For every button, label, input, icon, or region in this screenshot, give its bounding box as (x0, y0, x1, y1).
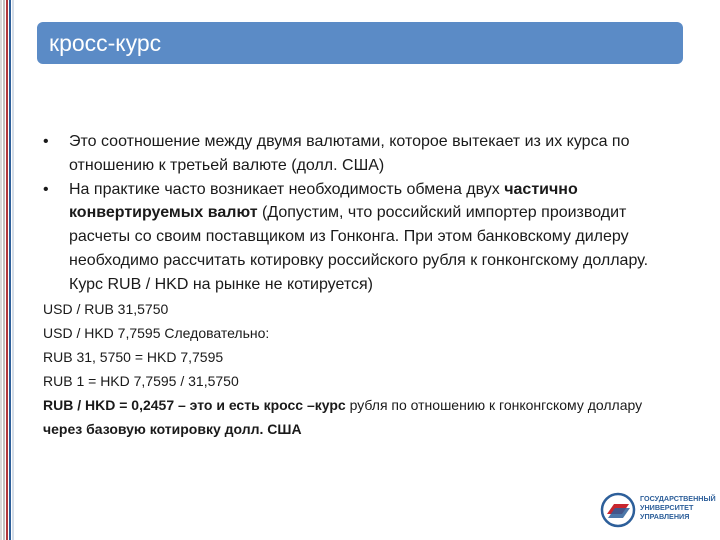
bullet-text-part: На практике часто возникает необходимость обмена двух (69, 180, 505, 198)
logo-text-line: УНИВЕРСИТЕТ (640, 503, 694, 512)
logo-text-line: ГОСУДАРСТВЕННЫЙ (640, 494, 716, 503)
conclusion-text (43, 393, 683, 441)
calc-line: USD / RUB 31,5750 (43, 300, 169, 317)
title-bar (37, 22, 683, 64)
bullet-item (43, 178, 683, 297)
bullet-text: Это соотношение между двумя валютами, которое вытекает из их курса по отношению к третьей валюте (долл. США) (69, 133, 630, 174)
logo-text-line: УПРАВЛЕНИЯ (640, 512, 690, 521)
conclusion-plain: рубля по отношению к гонконгскому доллару (345, 396, 643, 413)
logo-emblem-icon (600, 492, 636, 528)
university-logo (600, 488, 716, 528)
left-decor-stripe-blue (9, 0, 11, 540)
slide-title: кросс-курс (49, 30, 162, 56)
conclusion-bold: через базовую котировку долл. США (43, 420, 302, 437)
calc-line: RUB 1 = HKD 7,7595 / 31,5750 (43, 372, 239, 389)
left-decor-stripe (3, 0, 5, 540)
calc-line: RUB 31, 5750 = HKD 7,7595 (43, 348, 224, 365)
bullet-text (69, 178, 683, 297)
bullet-item (43, 130, 683, 178)
logo-text (640, 494, 716, 521)
bullet-marker: • (43, 180, 49, 198)
conclusion-bold: RUB / HKD = 0,2457 – это и есть кросс –курс (43, 396, 346, 413)
left-decor-stripe (0, 0, 2, 540)
left-decor-stripe-light (12, 0, 14, 540)
bullet-marker: • (43, 133, 49, 150)
bullet-text-bold: частично конвертируемых валют (69, 180, 578, 222)
bullet-text-part: (Допустим, что российский импортер производит расчеты со своим поставщиком из Гонконга. При этом банковскому дилеру необходимо рассчитать котировку российского рубля к гонконгскому доллару. Курс RUB / HKD на рынке не котируется) (69, 204, 649, 293)
calc-line: USD / HKD 7,7595 Следовательно: (43, 324, 270, 341)
left-decor-stripe-red (6, 0, 8, 540)
slide-content (43, 130, 683, 441)
